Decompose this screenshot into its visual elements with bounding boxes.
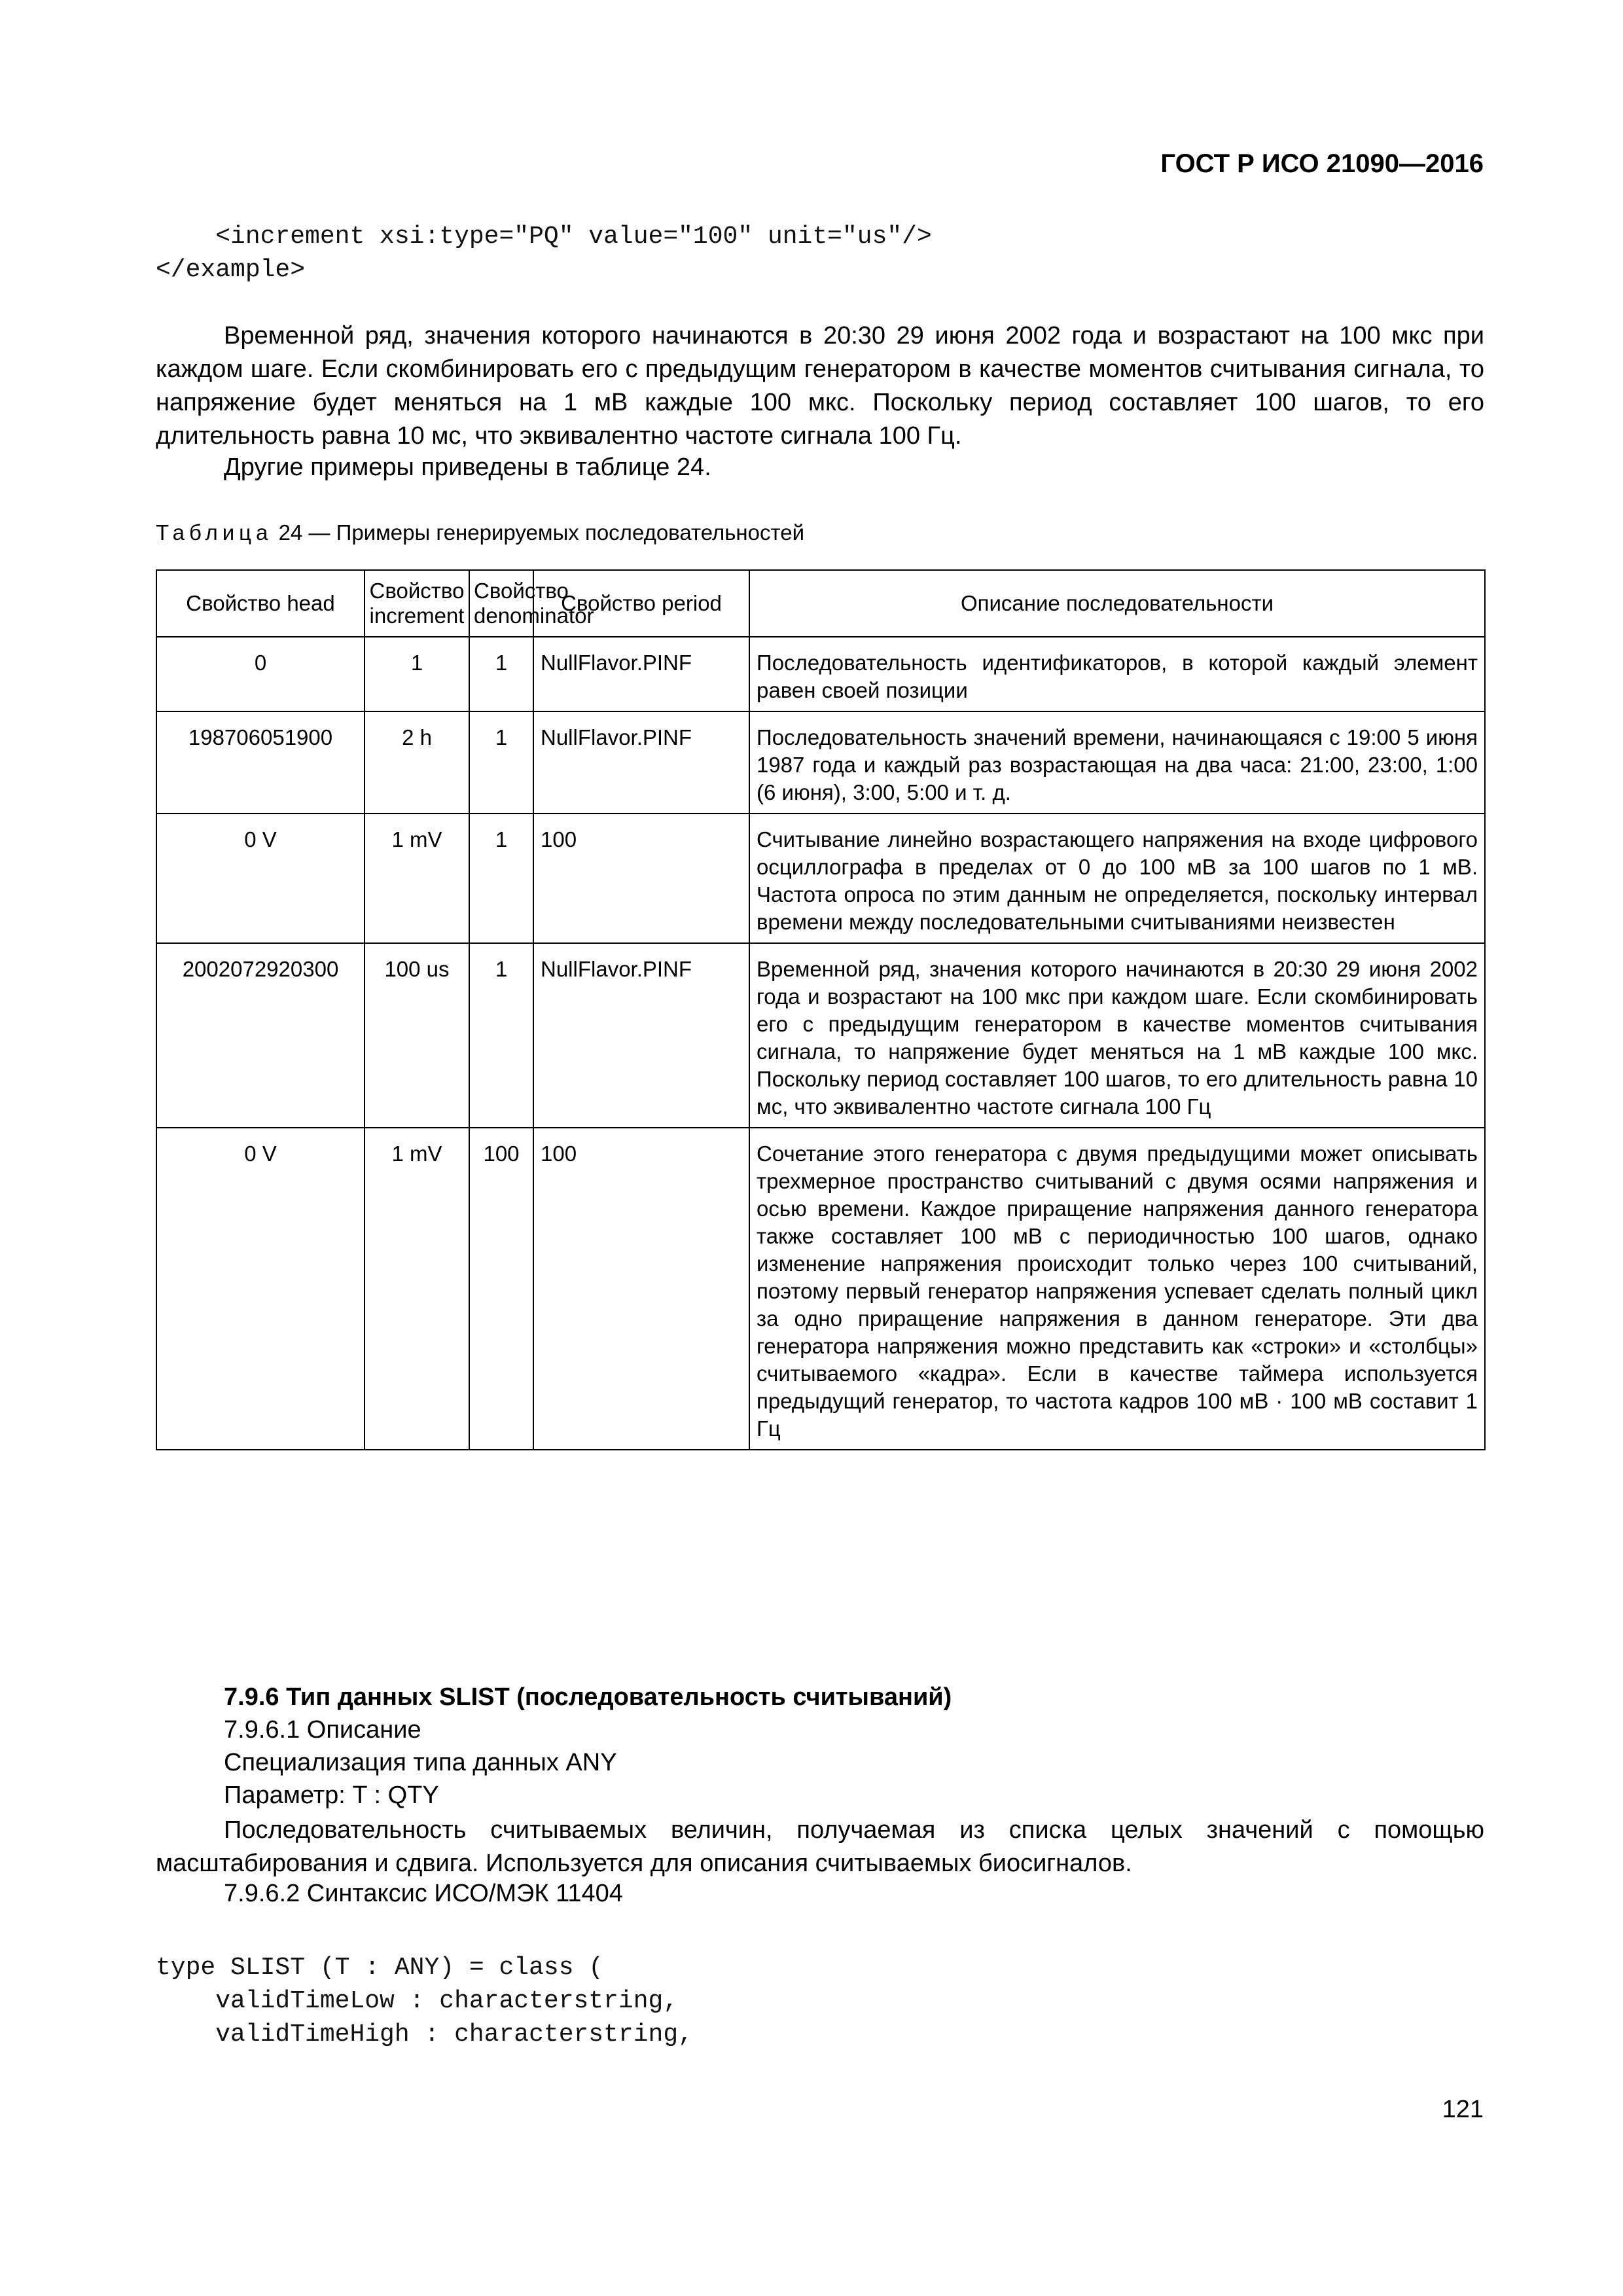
header-cell-increment: Свойство increment [365,570,469,637]
table-row [156,943,1485,1128]
cell-denominator: 1 [469,943,533,1128]
cell-period: NullFlavor.PINF [533,711,749,814]
cell-increment: 100 us [365,943,469,1128]
cell-increment: 1 mV [365,1128,469,1450]
table-header-row [156,570,1485,637]
cell-period: 100 [533,1128,749,1450]
specialization-text: Специализация типа данных ANY [224,1749,617,1776]
cell-denominator: 1 [469,711,533,814]
cell-denominator: 1 [469,637,533,711]
code-line: </example> [156,256,306,284]
cell-head: 2002072920300 [156,943,365,1128]
subsection-heading: 7.9.6.1 Описание [224,1716,421,1744]
intro-paragraph [156,319,1484,453]
code-line: validTimeLow : characterstring, [156,1987,679,2015]
cell-description: Последовательность значений времени, начинающаяся с 19:00 5 июня 1987 года и каждый раз возрастающая на два часа: 21:00, 23:00, 1:00 (6 июня), 3:00, 5:00 и т. д. [749,711,1485,814]
cell-description: Временной ряд, значения которого начинаются в 20:30 29 июня 2002 года и возрастают на 100 мкс при каждом шаге. Если скомбинировать его с предыдущим генератором в качестве моментов считывания сигнала, то напряжение будет меняться на 1 мВ каждые 100 мкс. Поскольку период составляет 100 шагов, то его длительность равна 10 мс, что эквивалентно частоте сигнала 100 Гц [749,943,1485,1128]
header-cell-period: Свойство period [533,570,749,637]
cell-description: Последовательность идентификаторов, в которой каждый элемент равен своей позиции [749,637,1485,711]
code-line: <increment xsi:type="PQ" value="100" unit="us"/> [156,223,932,251]
table-row [156,637,1485,711]
cell-head: 0 [156,637,365,711]
cell-period: NullFlavor.PINF [533,637,749,711]
header-cell-denominator: Свойство denominator [469,570,533,637]
table-caption [156,520,804,545]
table-row [156,814,1485,943]
cell-period: NullFlavor.PINF [533,943,749,1128]
code-line: type SLIST (T : ANY) = class ( [156,1954,604,1982]
cell-increment: 1 [365,637,469,711]
header-cell-description: Описание последовательности [749,570,1485,637]
table-caption-label: Таблица [156,520,273,545]
intro-paragraph-text: Временной ряд, значения которого начинаются в 20:30 29 июня 2002 года и возрастают на 100 мкс при каждом шаге. Если скомбинировать его с предыдущим генератором в качестве моментов считывания сигнала, то напряжение будет меняться на 1 мВ каждые 100 мкс. Поскольку период составляет 100 шагов, то его длительность равна 10 мс, что эквивалентно частоте сигнала 100 Гц. [156,322,1484,450]
sequences-table [156,569,1486,1450]
table-row [156,711,1485,814]
cell-increment: 2 h [365,711,469,814]
table-row [156,1128,1485,1450]
cell-increment: 1 mV [365,814,469,943]
cell-head: 0 V [156,814,365,943]
subsection-heading: 7.9.6.2 Синтаксис ИСО/МЭК 11404 [224,1880,623,1907]
table-caption-text: 24 — Примеры генерируемых последовательностей [278,520,805,545]
document-header: ГОСТ Р ИСО 21090—2016 [1160,149,1484,178]
intro-paragraph-2: Другие примеры приведены в таблице 24. [224,454,711,481]
parameter-text: Параметр: T : QTY [224,1782,439,1809]
cell-denominator: 100 [469,1128,533,1450]
cell-head: 198706051900 [156,711,365,814]
cell-period: 100 [533,814,749,943]
section-description-text: Последовательность считываемых величин, получаемая из списка целых значений с помощью масштабирования и сдвига. Используется для описания считываемых биосигналов. [156,1816,1484,1877]
cell-head: 0 V [156,1128,365,1450]
cell-denominator: 1 [469,814,533,943]
cell-description: Сочетание этого генератора с двумя предыдущими может описывать трехмерное пространство считываний с двумя осями напряжения и осью времени. Каждое приращение напряжения данного генератора также составляет 100 мВ с периодичностью 100 шагов, однако изменение напряжения происходит только через 100 считываний, поэтому первый генератор напряжения успевает сделать полный цикл за одно приращение напряжения в данном генераторе. Эти два генератора напряжения можно представить как «строки» и «столбцы» считываемого «кадра». Если в качестве таймера используется предыдущий генератор, то частота кадров 100 мВ · 100 мВ составит 1 Гц [749,1128,1485,1450]
code-line: validTimeHigh : characterstring, [156,2020,693,2049]
section-description [156,1814,1484,1880]
page-number: 121 [1442,2096,1484,2123]
section-heading: 7.9.6 Тип данных SLIST (последовательность считываний) [224,1683,952,1711]
header-cell-head: Свойство head [156,570,365,637]
cell-description: Считывание линейно возрастающего напряжения на входе цифрового осциллографа в пределах от 0 до 100 мВ за 100 шагов по 1 мВ. Частота опроса по этим данным не определяется, поскольку интервал времени между последовательными считываниями неизвестен [749,814,1485,943]
